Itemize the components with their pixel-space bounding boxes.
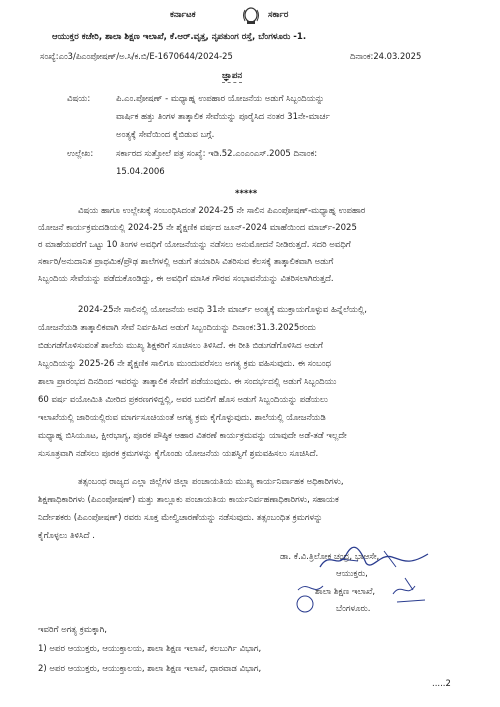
paragraph1-line: ಯೋಜನೆ ಕಾರ್ಯಕ್ರಮದಡಿಯಲ್ಲಿ 2024-25 ನೇ ಶೈಕ್ಷಣಿಕ ವರ್ಷದ ಜೂನ್-2024 ಮಾಹೆಯಿಂದ ಮಾರ್ಚ್-2025	[38, 223, 357, 233]
signatory-department: ಶಾಲಾ ಶಿಕ್ಷಣ ಇಲಾಖೆ,	[315, 587, 376, 597]
paragraph2-line: ಮಧ್ಯಾಹ್ನ ಬಿಸಿಯೂಟ, ಕ್ಷೀರಭಾಗ್ಯ, ಪೂರಕ ಪೌಷ್ಠಿಕ ಆಹಾರ ವಿತರಣೆ ಕಾರ್ಯಕ್ರಮವನ್ನು ಯಾವುದೇ ಅಡೆ-ತಡೆ ಇಲ್ಲದೇ	[38, 431, 347, 441]
recipient-item: 2) ಅಪರ ಆಯುಕ್ತರು, ಆಯುಕ್ತಾಲಯ, ಶಾಲಾ ಶಿಕ್ಷಣ ಇಲಾಖೆ, ಧಾರವಾಡ ವಿಭಾಗ,	[38, 664, 262, 674]
paragraph2-line: 2024-25ನೇ ಸಾಲಿನಲ್ಲಿ ಯೋಜನೆಯ ಅವಧಿ 31ನೇ ಮಾರ್ಚ್ ಅಂತ್ಯಕ್ಕೆ ಮುಕ್ತಾಯಗೊಳ್ಳುವ ಹಿನ್ನೆಲೆಯಲ್ಲಿ,	[78, 305, 367, 315]
reference-number: ಸಂಖ್ಯೆ:ಎಂ3/ಪಿಎಂಪೋಷಣ್/ಅ.ಸಿ/ಕ.ಬಿ/E-1670644/2024-25	[40, 51, 233, 61]
paragraph2-line: ಯೋಜನೆಯಡಿ ತಾತ್ಕಾಲಿಕವಾಗಿ ಸೇವೆ ನಿರ್ವಹಿಸಿದ ಅಡುಗೆ ಸಿಬ್ಬಂದಿಯನ್ನು ದಿನಾಂಕ:31.3.2025ರಂದು	[38, 323, 316, 333]
subject-label: ವಿಷಯ:	[67, 94, 91, 104]
subject-line: ವಾರ್ಷಿಕ ಹತ್ತು ತಿಂಗಳ ತಾತ್ಕಾಲಿಕ ಸೇವೆಯನ್ನು ಪೂರೈಸಿದ ನಂತರ 31ನೇ-ಮಾರ್ಚ	[116, 112, 330, 122]
initials-stamp	[293, 576, 433, 616]
reference-label: ಉಲ್ಲೇಖ:	[67, 149, 94, 159]
paragraph1-line: ಸರ್ಕಾರಿ/ಅನುದಾನಿತ ಪ್ರಾಥಮಿಕ/ಪ್ರೌಢ ಶಾಲೆಗಳಲ್ಲಿ ಅಡುಗೆ ತಯಾರಿಸಿ ವಿತರಿಸುವ ಕೆಲಸಕ್ಕೆ ತಾತ್ಕಾಲಿಕವಾಗಿ ಅಡುಗೆ	[38, 257, 334, 267]
separator: *****	[235, 189, 258, 199]
paragraph2-line: ಸುಸೂತ್ರವಾಗಿ ನಡೆಸಲು ಪೂರಕ ಕ್ರಮಗಳನ್ನು ಕೈಗೊಂಡು ಯೋಜನೆಯ ಯಶಸ್ವಿಗೆ ಶ್ರಮವಹಿಸಲು ಸೂಚಿಸಿದೆ.	[38, 449, 319, 459]
signatory-designation: ಆಯುಕ್ತರು,	[336, 569, 368, 579]
paragraph2-line: ಶಾಲಾ ಪ್ರಾರಂಭದ ದಿನದಿಂದ ಇವರನ್ನು ತಾತ್ಕಾಲಿಕ ಸೇವೆಗೆ ಪಡೆಯುವುದು. ಈ ಸಂದರ್ಭದಲ್ಲಿ ಅಡುಗೆ ಸಿಬ್ಬಂದಿಯು	[38, 377, 337, 387]
subject-line: ಪಿ.ಎಂ.ಪೋಷಣ್ - ಮಧ್ಯಾಹ್ನ ಉಪಹಾರ ಯೋಜನೆಯ ಅಡುಗೆ ಸಿಬ್ಬಂದಿಯನ್ನು	[116, 94, 325, 104]
memo-heading: ಜ್ಞಾಪನ	[222, 71, 243, 81]
paragraph1-line: ವಿಷಯ ಹಾಗೂ ಉಲ್ಲೇಖಕ್ಕೆ ಸಂಬಂಧಿಸಿದಂತೆ 2024-25 ನೇ ಸಾಲಿನ ಪಿಎಂಪೋಷಣ್-ಮಧ್ಯಾಹ್ನ ಉಪಹಾರ	[78, 206, 366, 216]
subject-line: ಅಂತ್ಯಕ್ಕೆ ಸೇವೆಯಿಂದ ಕೈಬಿಡುವ ಬಗ್ಗೆ.	[116, 130, 215, 140]
office-address: ಆಯುಕ್ತರ ಕಚೇರಿ, ಶಾಲಾ ಶಿಕ್ಷಣ ಇಲಾಖೆ, ಕೆ.ಆರ್.ವೃತ್ತ, ನೃಪತುಂಗ ರಸ್ತೆ, ಬೆಂಗಳೂರು -1.	[52, 32, 307, 42]
paragraph2-line: 60 ವರ್ಷ ವಯೋಮಿತಿ ಮೀರಿದ ಪ್ರಕರಣಗಳಿದ್ದಲ್ಲಿ, ಅವರ ಬದಲಿಗೆ ಹೊಸ ಅಡುಗೆ ಸಿಬ್ಬಂದಿಯನ್ನು ಪಡೆಯಲು	[38, 395, 329, 405]
government-right-label: ಸರ್ಕಾರ	[268, 10, 289, 20]
paragraph3-line: ಕೈಗೊಳ್ಳಲು ತಿಳಿಸಿದೆ .	[38, 531, 95, 541]
paragraph2-line: ಇಲಾಖೆಯಲ್ಲಿ ಜಾರಿಯಲ್ಲಿರುವ ಮಾರ್ಗಸೂಚಿಯಂತೆ ಅಗತ್ಯ ಕ್ರಮ ಕೈಗೊಳ್ಳುವುದು. ಶಾಲೆಯಲ್ಲಿ ಯೋಜನೆಯಡಿ	[38, 413, 326, 423]
recipient-item: 1) ಅಪರ ಆಯುಕ್ತರು, ಆಯುಕ್ತಾಲಯ, ಶಾಲಾ ಶಿಕ್ಷಣ ಇಲಾಖೆ, ಕಲಬುರ್ಗಿ ವಿಭಾಗ,	[38, 644, 262, 654]
paragraph1-line: ರ ಮಾಹೆಯವರೆಗೆ ಒಟ್ಟು 10 ತಿಂಗಳ ಅವಧಿಗೆ ಯೋಜನೆಯನ್ನು ನಡೆಸಲು ಅನುಮೋದನೆ ನೀಡಿರುತ್ತದೆ. ಸದರಿ ಅವಧಿಗೆ	[38, 240, 351, 250]
paragraph2-line: ಸಿಬ್ಬಂದಿಯನ್ನು 2025-26 ನೇ ಶೈಕ್ಷಣಿಕ ಸಾಲಿಗೂ ಮುಂದುವರೆಸಲು ಅಗತ್ಯ ಕ್ರಮ ವಹಿಸುವುದು. ಈ ಸಂಬಂಧ	[38, 359, 331, 369]
paragraph1-line: ಸಿಬ್ಬಂದಿಯ ಸೇವೆಯನ್ನು ಪಡೆದುಕೊಂಡಿದ್ದು, ಈ ಅವಧಿಗೆ ಮಾಸಿಕ ಗೌರವ ಸಂಭಾವನೆಯನ್ನು ವಿತರಿಸಲಾಗಿರುತ್ತದೆ.	[38, 274, 334, 284]
signatory-name: ಡಾ. ಕೆ.ವಿ.ತ್ರಿಲೋಕ ಚಂದ್ರ, ಭಾಆಸೇ,	[280, 552, 380, 562]
paragraph3-line: ತತ್ಸಂಬಂಧ ರಾಜ್ಯದ ಎಲ್ಲಾ ಜಿಲ್ಲೆಗಳ ಜಿಲ್ಲಾ ಪಂಚಾಯತಿಯ ಮುಖ್ಯ ಕಾರ್ಯನಿರ್ವಾಹಕ ಅಧಿಕಾರಿಗಳು,	[78, 477, 344, 487]
recipients-heading: ಇವರಿಗೆ ಅಗತ್ಯ ಕ್ರಮಕ್ಕಾಗಿ,	[38, 625, 107, 635]
paragraph2-line: ಬಿಡುಗಡೆಗೊಳಿಸುವಂತೆ ಶಾಲೆಯ ಮುಖ್ಯ ಶಿಕ್ಷಕರಿಗೆ ಸೂಚಿಸಲು ತಿಳಿಸಿದೆ. ಈ ರೀತಿ ಬಿಡುಗಡೆಗೊಳಿಸಿದ ಅಡುಗೆ	[38, 341, 323, 351]
signatory-city: ಬೆಂಗಳೂರು.	[336, 604, 371, 614]
reference-line: ಸರ್ಕಾರದ ಸುತ್ತೋಲೆ ಪತ್ರ ಸಂಖ್ಯೆ: ಇಡಿ.52.ಎಂಎಂಎಸ್.2005 ದಿನಾಂಕ:	[116, 149, 318, 159]
paragraph3-line: ಶಿಕ್ಷಣಾಧಿಕಾರಿಗಳು (ಪಿಎಂಪೋಷಣ್) ಮತ್ತು ತಾಲ್ಲೂಕು ಪಂಚಾಯತಿಯ ಕಾರ್ಯನಿರ್ವಹಣಾಧಿಕಾರಿಗಳು, ಸಹಾಯಕ	[38, 495, 339, 505]
paragraph3-line: ನಿರ್ದೇಶಕರು (ಪಿಎಂಪೋಷಣ್) ರವರು ಸೂಕ್ತ ಮೇಲ್ವಿಚಾರಣೆಯನ್ನು ನಡೆಸುವುದು. ತತ್ಸಂಬಂಧಿತ ಕ್ರಮಗಳನ್ನು	[38, 513, 323, 523]
page-continuation-marker: .....2	[432, 679, 451, 689]
state-emblem-icon	[240, 6, 262, 26]
government-left-label: ಕರ್ನಾಟಕ	[170, 10, 196, 20]
document-date: ದಿನಾಂಕ:24.03.2025	[350, 51, 422, 61]
reference-line: 15.04.2006	[116, 167, 165, 177]
